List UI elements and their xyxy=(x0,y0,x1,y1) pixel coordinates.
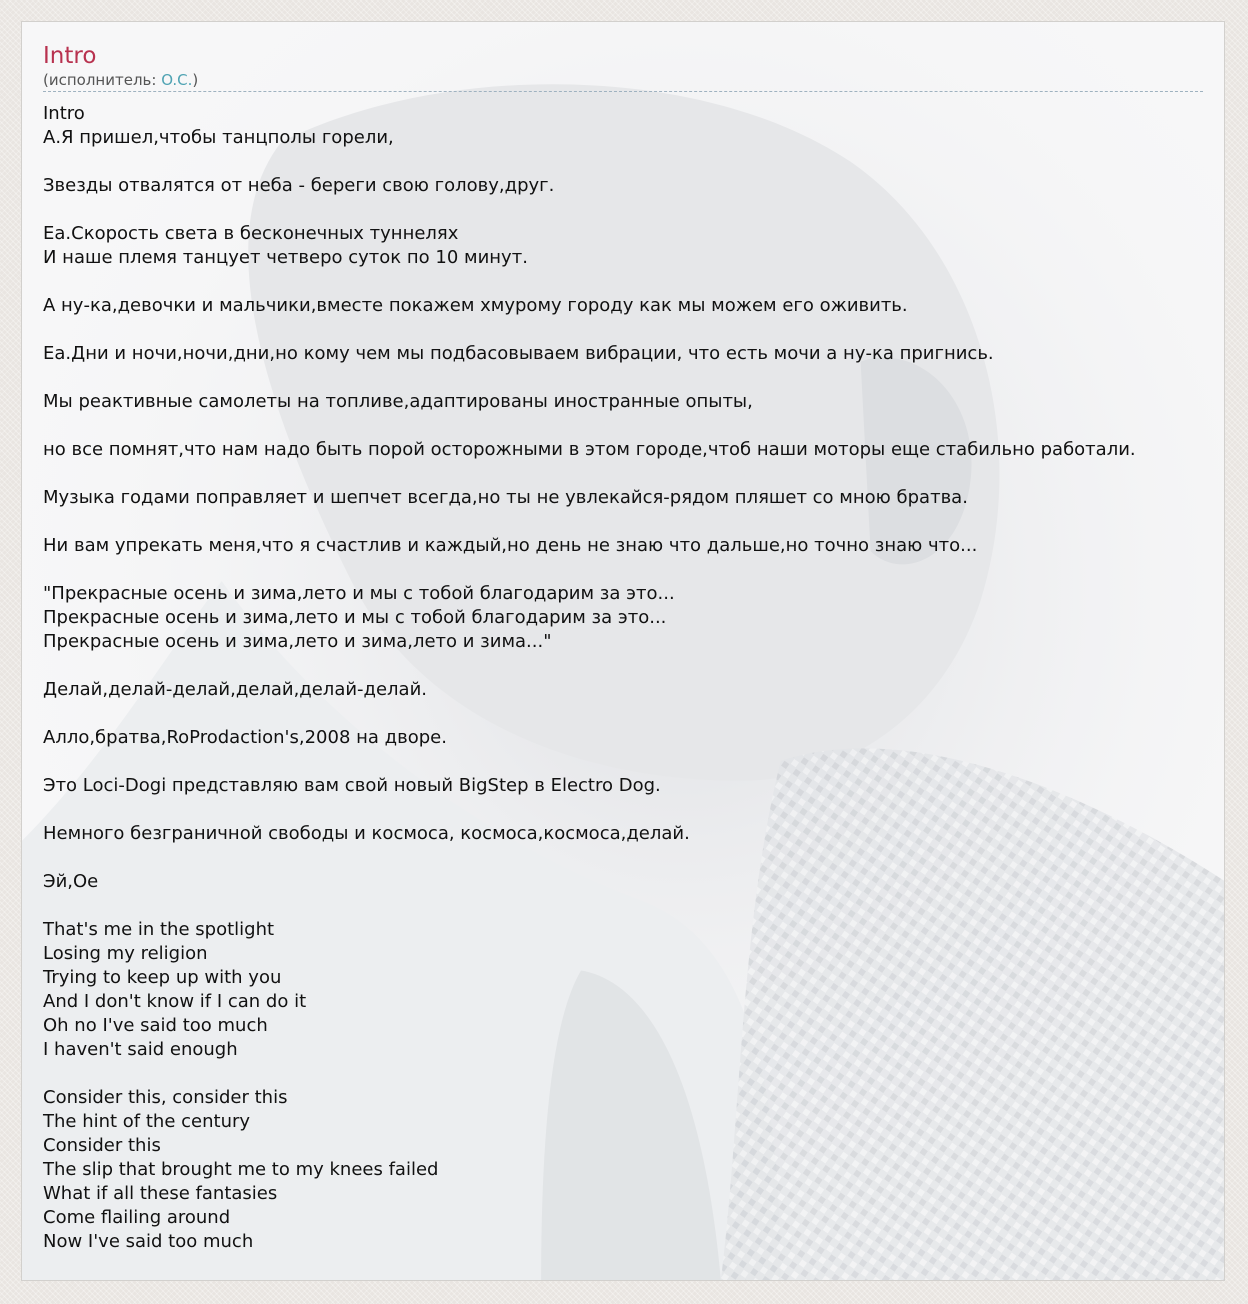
lyrics-line xyxy=(43,318,1224,342)
lyrics-line: Ни вам упрекать меня,что я счастлив и каждый,но день не знаю что дальше,но точно знаю что... xyxy=(43,535,978,556)
lyrics-line: Come flailing around xyxy=(43,1207,231,1228)
lyrics-line xyxy=(43,702,1224,726)
lyrics-line xyxy=(43,798,1224,822)
lyrics-line xyxy=(43,270,1224,294)
lyrics-line xyxy=(43,1062,1224,1086)
lyrics-line: Еа.Скорость света в бесконечных туннелях xyxy=(43,223,459,244)
lyrics-line: "Прекрасные осень и зима,лето и мы с тобой благодарим за это... xyxy=(43,583,675,604)
lyrics-line: Эй,Ое xyxy=(43,871,99,892)
lyrics-line: Consider this, consider this xyxy=(43,1087,288,1108)
lyrics-line: The hint of the century xyxy=(43,1111,251,1132)
lyrics-line xyxy=(43,558,1224,582)
lyrics-line: Прекрасные осень и зима,лето и зима,лето и зима..." xyxy=(43,631,552,652)
lyrics-line xyxy=(43,150,1224,174)
lyrics-card xyxy=(21,21,1225,1281)
lyrics-line xyxy=(43,750,1224,774)
lyrics-line xyxy=(43,894,1224,918)
lyrics-text xyxy=(43,102,1224,1254)
artist-link[interactable]: O.C. xyxy=(161,71,193,89)
lyrics-line xyxy=(43,462,1224,486)
lyrics-line: Intro xyxy=(43,103,85,124)
lyrics-line xyxy=(43,198,1224,222)
lyrics-line: Звезды отвалятся от неба - береги свою голову,друг. xyxy=(43,175,555,196)
lyrics-line: Это Loci-Dogi представляю вам свой новый BigStep в Electro Dog. xyxy=(43,775,661,796)
lyrics-line xyxy=(43,510,1224,534)
lyrics-line: I haven't said enough xyxy=(43,1039,238,1060)
lyrics-line xyxy=(43,846,1224,870)
lyrics-line: А.Я пришел,чтобы танцполы горели, xyxy=(43,127,394,148)
lyrics-line: What if all these fantasies xyxy=(43,1183,278,1204)
artist-line xyxy=(43,71,1224,89)
lyrics-line: Музыка годами поправляет и шепчет всегда,но ты не увлекайся-рядом пляшет со мною братва. xyxy=(43,487,968,508)
lyrics-line xyxy=(43,414,1224,438)
song-title: Intro xyxy=(43,43,97,69)
lyrics-line: Прекрасные осень и зима,лето и мы с тобой благодарим за это... xyxy=(43,607,667,628)
lyrics-line: Алло,братва,RoProdaction's,2008 на дворе. xyxy=(43,727,447,748)
content-area xyxy=(22,22,1224,1254)
artist-prefix: (исполнитель: xyxy=(43,71,162,89)
artist-suffix: ) xyxy=(192,71,199,89)
lyrics-line: Мы реактивные самолеты на топливе,адаптированы иностранные опыты, xyxy=(43,391,753,412)
lyrics-line: А ну-ка,девочки и мальчики,вместе покажем хмурому городу как мы можем его оживить. xyxy=(43,295,908,316)
lyrics-line: That's me in the spotlight xyxy=(43,919,275,940)
lyrics-line: The slip that brought me to my knees failed xyxy=(43,1159,439,1180)
lyrics-line: And I don't know if I can do it xyxy=(43,991,307,1012)
lyrics-line: И наше племя танцует четверо суток по 10 минут. xyxy=(43,247,528,268)
lyrics-line: Oh no I've said too much xyxy=(43,1015,268,1036)
title-divider xyxy=(43,91,1203,92)
lyrics-line: Немного безграничной свободы и космоса, космоса,космоса,делай. xyxy=(43,823,690,844)
lyrics-line xyxy=(43,654,1224,678)
lyrics-line: Делай,делай-делай,делай,делай-делай. xyxy=(43,679,428,700)
lyrics-line: Now I've said too much xyxy=(43,1231,254,1252)
lyrics-line: Consider this xyxy=(43,1135,161,1156)
lyrics-line xyxy=(43,366,1224,390)
lyrics-line: Losing my religion xyxy=(43,943,208,964)
lyrics-line: Еа.Дни и ночи,ночи,дни,но кому чем мы подбасовываем вибрации, что есть мочи а ну-ка пригнись. xyxy=(43,343,994,364)
lyrics-line: Trying to keep up with you xyxy=(43,967,282,988)
lyrics-line: но все помнят,что нам надо быть порой осторожными в этом городе,чтоб наши моторы еще стабильно работали. xyxy=(43,439,1136,460)
